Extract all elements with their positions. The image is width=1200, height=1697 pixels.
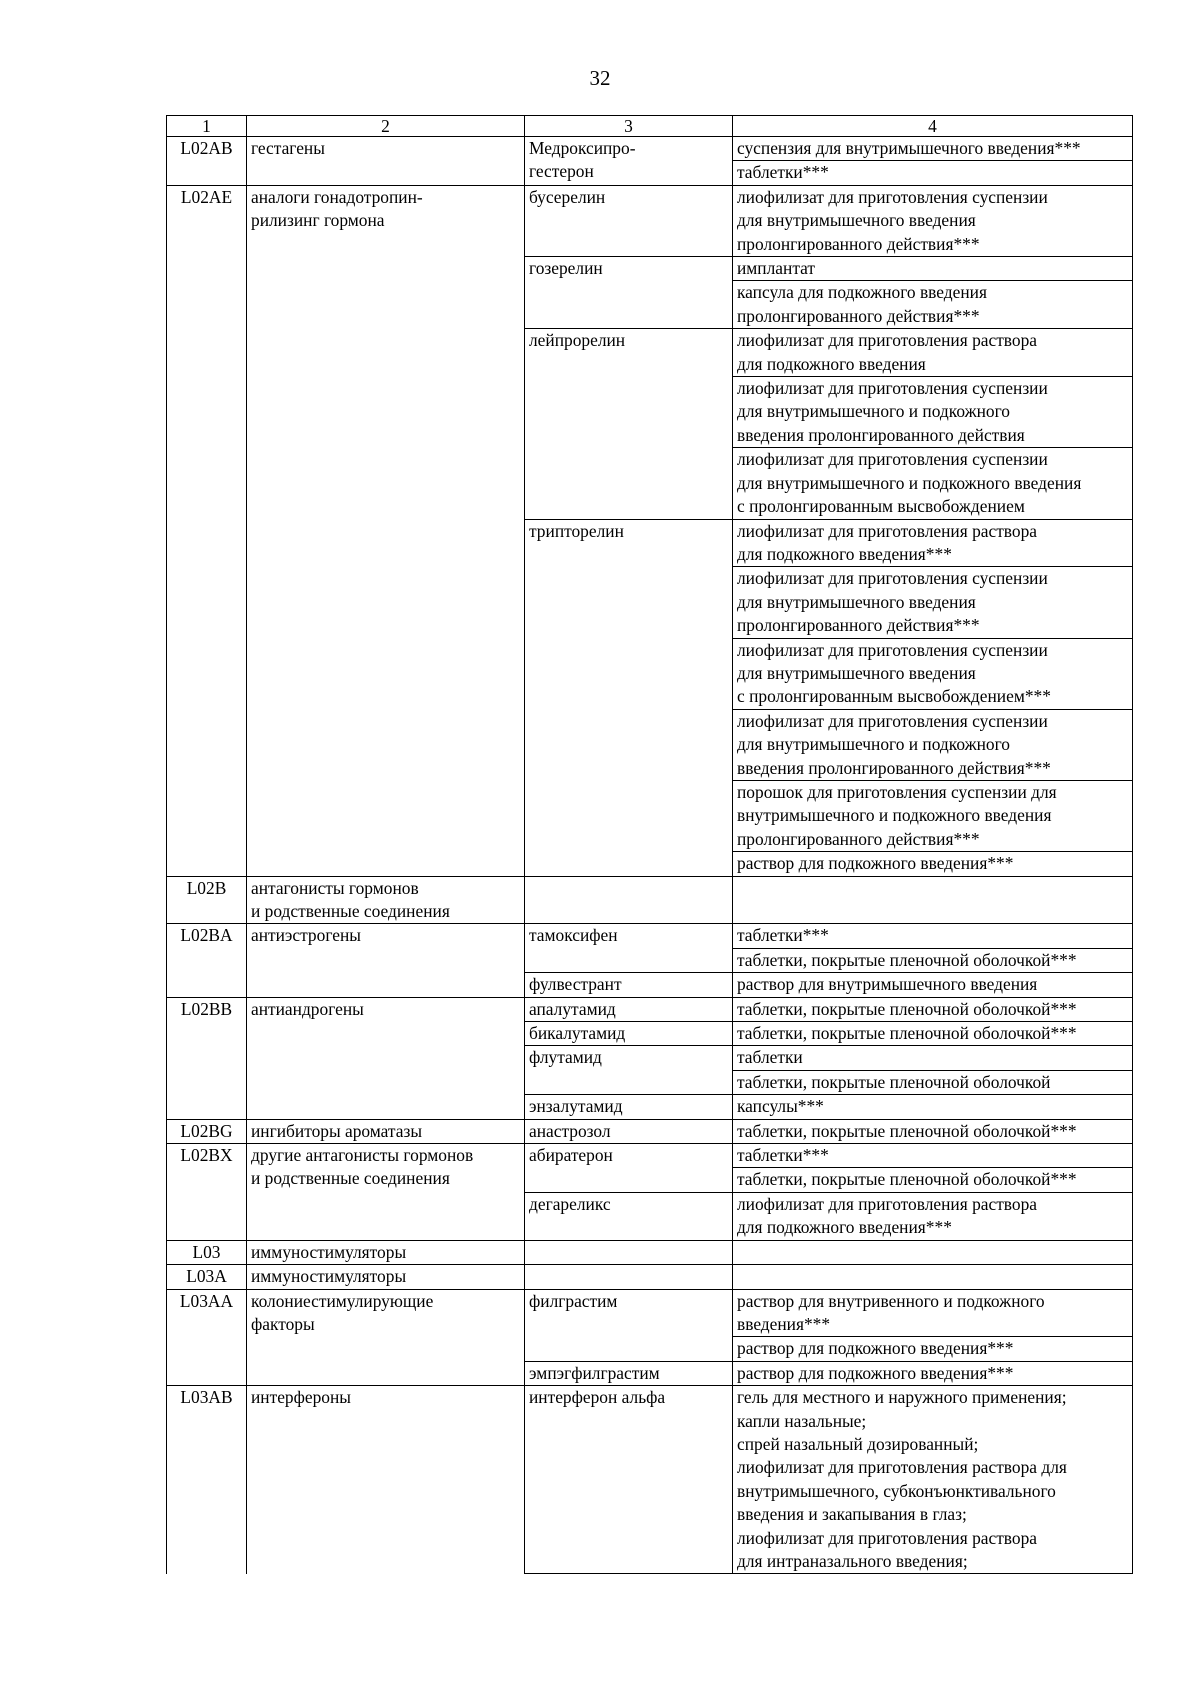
cell-line: лиофилизат для приготовления раствора для	[737, 1457, 1067, 1478]
table-row	[167, 1289, 1133, 1337]
dosage-form	[733, 780, 1133, 851]
cell-line: таблетки***	[737, 1145, 829, 1166]
table-body	[167, 137, 1133, 1574]
dosage-form	[733, 948, 1133, 972]
cell-line: таблетки, покрытые пленочной оболочкой***	[737, 1120, 1077, 1141]
drug-name	[525, 876, 733, 924]
group-name	[247, 1265, 525, 1289]
cell-line: введения пролонгированного действия	[737, 424, 1025, 445]
atc-code: L02BX	[167, 1144, 247, 1241]
group-name	[247, 997, 525, 1119]
drug-name	[525, 519, 733, 876]
dosage-form	[733, 519, 1133, 567]
dosage-form	[733, 448, 1133, 519]
table-row	[167, 924, 1133, 948]
cell-line: анастрозол	[529, 1120, 611, 1141]
cell-line: антиандрогены	[251, 998, 364, 1019]
cell-line: ингибиторы ароматазы	[251, 1120, 423, 1141]
dosage-form	[733, 137, 1133, 161]
column-header: 3	[525, 116, 733, 137]
cell-line: раствор для внутримышечного введения	[737, 974, 1038, 995]
cell-line: таблетки, покрытые пленочной оболочкой***	[737, 1023, 1077, 1044]
dosage-form	[733, 281, 1133, 329]
cell-line: иммуностимуляторы	[251, 1241, 407, 1262]
table-row	[167, 1144, 1133, 1168]
dosage-form	[733, 1095, 1133, 1119]
cell-line: и родственные соединения	[251, 901, 450, 921]
table-row	[167, 1386, 1133, 1574]
cell-line: для внутримышечного и подкожного	[737, 401, 1011, 422]
atc-code: L03	[167, 1240, 247, 1264]
cell-line: таблетки, покрытые пленочной оболочкой	[737, 1071, 1051, 1092]
cell-line: имплантат	[737, 258, 816, 279]
cell-line: для внутримышечного введения	[737, 591, 976, 612]
cell-line: для внутримышечного и подкожного введения	[737, 472, 1082, 493]
group-name	[247, 1386, 525, 1574]
page-number: 32	[589, 66, 611, 90]
cell-line: для внутримышечного введения	[737, 210, 976, 231]
drug-name	[525, 997, 733, 1021]
cell-line: лиофилизат для приготовления раствора	[737, 1527, 1038, 1548]
drug-name	[525, 257, 733, 329]
dosage-form	[733, 1265, 1133, 1289]
cell-line: иммуностимуляторы	[251, 1266, 407, 1287]
cell-line: пролонгированного действия***	[737, 615, 980, 636]
dosage-form	[733, 185, 1133, 256]
cell-line: лиофилизат для приготовления суспензии	[737, 639, 1048, 660]
cell-line: дегареликс	[529, 1193, 611, 1214]
cell-line: лиофилизат для приготовления раствора	[737, 520, 1038, 541]
cell-line: пролонгированного действия***	[737, 828, 980, 849]
column-header: 2	[247, 116, 525, 137]
cell-line: раствор для подкожного введения***	[737, 1338, 1014, 1359]
atc-code: L03AA	[167, 1289, 247, 1386]
cell-line: суспензия для внутримышечного введения***	[737, 138, 1081, 158]
drug-name	[525, 329, 733, 519]
dosage-form	[733, 1361, 1133, 1385]
cell-line: внутримышечного и подкожного введения	[737, 805, 1052, 826]
cell-line: порошок для приготовления суспензии для	[737, 781, 1057, 802]
atc-code: L02BG	[167, 1119, 247, 1143]
cell-line: бикалутамид	[529, 1023, 626, 1044]
group-name	[247, 1240, 525, 1264]
dosage-form	[733, 329, 1133, 377]
drug-name	[525, 185, 733, 256]
atc-code: L02AE	[167, 185, 247, 876]
cell-line: для подкожного введения***	[737, 1217, 952, 1238]
drug-name	[525, 1144, 733, 1193]
table-row	[167, 997, 1133, 1021]
cell-line: лиофилизат для приготовления суспензии	[737, 568, 1048, 589]
cell-line: абиратерон	[529, 1145, 613, 1166]
drug-name	[525, 1240, 733, 1264]
drug-name	[525, 1046, 733, 1095]
cell-line: и родственные соединения	[251, 1168, 450, 1189]
cell-line: апалутамид	[529, 998, 616, 1019]
cell-line: раствор для подкожного введения***	[737, 1362, 1014, 1383]
cell-line: таблетки***	[737, 162, 829, 183]
dosage-form	[733, 876, 1133, 924]
cell-line: Медроксипро-	[529, 138, 636, 158]
cell-line: для подкожного введения***	[737, 543, 952, 564]
dosage-form	[733, 1144, 1133, 1168]
cell-line: гель для местного и наружного применения;	[737, 1387, 1067, 1408]
dosage-form	[733, 1337, 1133, 1361]
dosage-form	[733, 1046, 1133, 1070]
dosage-form	[733, 1192, 1133, 1240]
atc-code: L02B	[167, 876, 247, 924]
drug-name	[525, 137, 733, 186]
cell-line: лиофилизат для приготовления суспензии	[737, 186, 1048, 207]
dosage-form	[733, 257, 1133, 281]
dosage-form	[733, 377, 1133, 448]
cell-line: с пролонгированным высвобождением	[737, 496, 1025, 517]
atc-code: L03AB	[167, 1386, 247, 1574]
drug-name	[525, 924, 733, 973]
atc-code: L02BA	[167, 924, 247, 997]
cell-line: флутамид	[529, 1047, 602, 1068]
table-row	[167, 185, 1133, 256]
cell-line: гестагены	[251, 138, 325, 158]
group-name	[247, 137, 525, 186]
column-header: 1	[167, 116, 247, 137]
cell-line: бусерелин	[529, 186, 606, 207]
cell-line: пролонгированного действия***	[737, 233, 980, 254]
cell-line: введения и закапывания в глаз;	[737, 1504, 967, 1525]
cell-line: энзалутамид	[529, 1096, 623, 1117]
table-row	[167, 1119, 1133, 1143]
group-name	[247, 1289, 525, 1386]
cell-line: фулвестрант	[529, 974, 622, 995]
drug-name	[525, 1265, 733, 1289]
drug-name	[525, 1119, 733, 1143]
cell-line: для интраназального введения;	[737, 1550, 968, 1571]
cell-line: антиэстрогены	[251, 925, 361, 946]
atc-code: L02BB	[167, 997, 247, 1119]
cell-line: другие антагонисты гормонов	[251, 1145, 474, 1166]
cell-line: лиофилизат для приготовления раствора	[737, 330, 1038, 351]
table-row	[167, 876, 1133, 924]
table-row	[167, 1240, 1133, 1264]
dosage-form	[733, 1386, 1133, 1574]
group-name	[247, 185, 525, 876]
dosage-form	[733, 973, 1133, 997]
cell-line: таблетки***	[737, 925, 829, 946]
cell-line: капсула для подкожного введения	[737, 282, 987, 303]
group-name	[247, 1144, 525, 1241]
cell-line: введения***	[737, 1313, 831, 1334]
cell-line: для подкожного введения	[737, 353, 926, 374]
cell-line: трипторелин	[529, 520, 624, 541]
cell-line: раствор для подкожного введения***	[737, 853, 1014, 874]
drug-name	[525, 1022, 733, 1046]
group-name	[247, 876, 525, 924]
cell-line: таблетки, покрытые пленочной оболочкой***	[737, 1169, 1077, 1190]
dosage-form	[733, 638, 1133, 709]
cell-line: лиофилизат для приготовления суспензии	[737, 449, 1048, 470]
cell-line: капсулы***	[737, 1096, 824, 1117]
cell-line: введения пролонгированного действия***	[737, 757, 1051, 778]
cell-line: аналоги гонадотропин-	[251, 186, 423, 207]
cell-line: лиофилизат для приготовления раствора	[737, 1193, 1038, 1214]
atc-code: L03A	[167, 1265, 247, 1289]
dosage-form	[733, 924, 1133, 948]
cell-line: антагонисты гормонов	[251, 877, 419, 898]
dosage-form	[733, 1240, 1133, 1264]
cell-line: интерфероны	[251, 1387, 351, 1408]
cell-line: таблетки, покрытые пленочной оболочкой***	[737, 949, 1077, 970]
cell-line: гестерон	[529, 161, 594, 182]
cell-line: лейпрорелин	[529, 330, 626, 351]
group-name	[247, 924, 525, 997]
cell-line: таблетки	[737, 1047, 803, 1068]
dosage-form	[733, 1070, 1133, 1094]
cell-line: таблетки, покрытые пленочной оболочкой***	[737, 998, 1077, 1019]
dosage-form	[733, 1119, 1133, 1143]
table-row	[167, 1265, 1133, 1289]
column-header-row	[167, 116, 1133, 137]
drug-table	[166, 115, 1133, 1574]
dosage-form	[733, 567, 1133, 638]
dosage-form	[733, 161, 1133, 185]
cell-line: интерферон альфа	[529, 1387, 666, 1408]
cell-line: спрей назальный дозированный;	[737, 1433, 979, 1454]
cell-line: лиофилизат для приготовления суспензии	[737, 710, 1048, 731]
cell-line: пролонгированного действия***	[737, 305, 980, 326]
drug-name	[525, 1192, 733, 1240]
cell-line: эмпэгфилграстим	[529, 1362, 660, 1383]
cell-line: с пролонгированным высвобождением***	[737, 686, 1051, 707]
drug-name	[525, 1361, 733, 1385]
cell-line: внутримышечного, субконъюнктивального	[737, 1480, 1056, 1501]
dosage-form	[733, 1168, 1133, 1192]
drug-name	[525, 973, 733, 997]
dosage-form	[733, 709, 1133, 780]
cell-line: рилизинг гормона	[251, 210, 385, 231]
cell-line: капли назальные;	[737, 1410, 867, 1431]
column-header: 4	[733, 116, 1133, 137]
table-row	[167, 137, 1133, 161]
dosage-form	[733, 852, 1133, 876]
drug-name	[525, 1095, 733, 1119]
cell-line: для внутримышечного введения	[737, 662, 976, 683]
cell-line: лиофилизат для приготовления суспензии	[737, 378, 1048, 399]
dosage-form	[733, 1289, 1133, 1337]
cell-line: филграстим	[529, 1290, 618, 1311]
drug-name	[525, 1386, 733, 1574]
dosage-form	[733, 1022, 1133, 1046]
cell-line: факторы	[251, 1313, 315, 1334]
cell-line: колониестимулирующие	[251, 1290, 434, 1311]
cell-line: тамоксифен	[529, 925, 618, 946]
drug-name	[525, 1289, 733, 1361]
dosage-form	[733, 997, 1133, 1021]
cell-line: для внутримышечного и подкожного	[737, 734, 1011, 755]
cell-line: раствор для внутривенного и подкожного	[737, 1290, 1045, 1311]
cell-line: гозерелин	[529, 258, 603, 279]
group-name	[247, 1119, 525, 1143]
atc-code: L02AB	[167, 137, 247, 186]
